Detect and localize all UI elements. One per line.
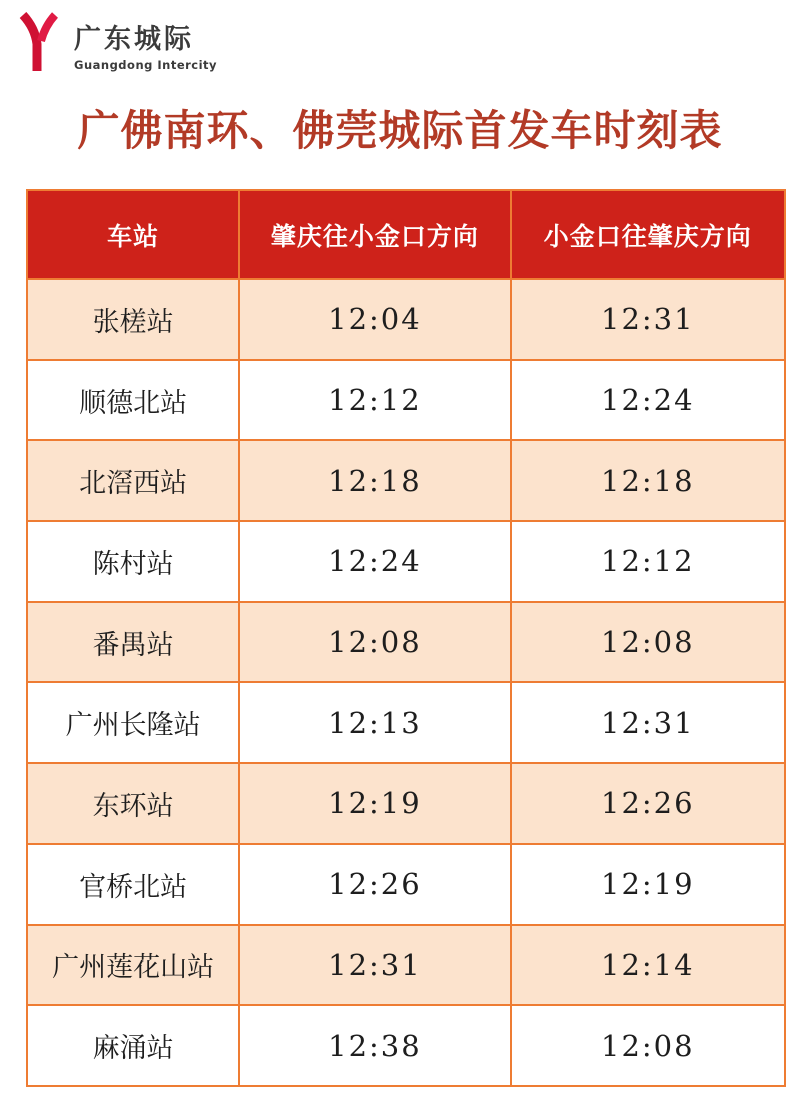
table-row <box>27 925 785 1006</box>
time-cell: 12:12 <box>511 521 785 602</box>
time-cell: 12:13 <box>239 682 510 763</box>
brand-name-en: Guangdong Intercity <box>74 58 218 72</box>
station-cell: 麻涌站 <box>27 1005 239 1086</box>
guangdong-intercity-logo-icon <box>14 12 62 74</box>
time-cell: 12:04 <box>239 279 510 360</box>
station-cell: 陈村站 <box>27 521 239 602</box>
time-cell: 12:14 <box>511 925 785 1006</box>
table-row <box>27 844 785 925</box>
station-cell: 官桥北站 <box>27 844 239 925</box>
station-cell: 东环站 <box>27 763 239 844</box>
station-cell: 番禺站 <box>27 602 239 683</box>
table-row <box>27 279 785 360</box>
table-row <box>27 521 785 602</box>
table-row <box>27 440 785 521</box>
brand-header <box>14 12 217 74</box>
time-cell: 12:18 <box>239 440 510 521</box>
time-cell: 12:26 <box>239 844 510 925</box>
time-cell: 12:38 <box>239 1005 510 1086</box>
time-cell: 12:24 <box>511 360 785 441</box>
table-row <box>27 602 785 683</box>
brand-name-zh: 广东城际 <box>74 24 194 56</box>
station-cell: 张槎站 <box>27 279 239 360</box>
station-cell: 北滘西站 <box>27 440 239 521</box>
col-header-direction-xiaojinkou-to-zhaoqing: 小金口往肇庆方向 <box>511 190 785 279</box>
brand-text <box>74 25 217 74</box>
station-cell: 广州莲花山站 <box>27 925 239 1006</box>
time-cell: 12:08 <box>239 602 510 683</box>
table-row <box>27 682 785 763</box>
time-cell: 12:31 <box>511 279 785 360</box>
time-cell: 12:24 <box>239 521 510 602</box>
table-row <box>27 1005 785 1086</box>
time-cell: 12:18 <box>511 440 785 521</box>
time-cell: 12:19 <box>239 763 510 844</box>
time-cell: 12:19 <box>511 844 785 925</box>
time-cell: 12:12 <box>239 360 510 441</box>
time-cell: 12:31 <box>239 925 510 1006</box>
page-title: 广佛南环、佛莞城际首发车时刻表 <box>77 106 723 155</box>
time-cell: 12:26 <box>511 763 785 844</box>
time-cell: 12:08 <box>511 1005 785 1086</box>
table-body <box>27 279 785 1086</box>
col-header-direction-zhaoqing-to-xiaojinkou: 肇庆往小金口方向 <box>239 190 510 279</box>
col-header-station: 车站 <box>27 190 239 279</box>
table-header-row <box>27 190 785 279</box>
table-row <box>27 360 785 441</box>
time-cell: 12:31 <box>511 682 785 763</box>
station-cell: 广州长隆站 <box>27 682 239 763</box>
table-row <box>27 763 785 844</box>
departure-timetable <box>26 189 786 1087</box>
station-cell: 顺德北站 <box>27 360 239 441</box>
time-cell: 12:08 <box>511 602 785 683</box>
